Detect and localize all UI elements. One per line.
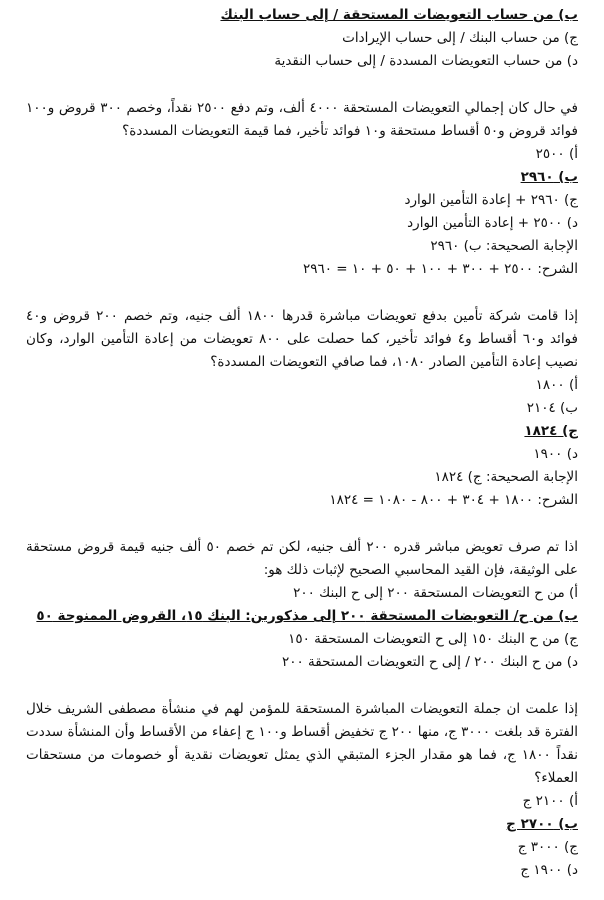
question-4-option-a: أ) ٢١٠٠ ج	[522, 793, 578, 809]
top-option-b: ب) من حساب التعويضات المستحقة / إلى حساب البنك	[220, 7, 578, 23]
question-1-explanation: الشرح: ٢٥٠٠ + ٣٠٠ + ١٠٠ + ٥٠ + ١٠ = ٢٩٦٠	[302, 261, 578, 277]
question-1-option-d: د) ٢٥٠٠ + إعادة التأمين الوارد	[407, 215, 578, 231]
question-3-text: اذا تم صرف تعويض مباشر قدره ٢٠٠ ألف جنيه، لكن تم خصم ٥٠ ألف جنيه قيمة قروض مستحقة على الوثيقة، فإن القيد المحاسبي الصحيح لإثبات ذلك هو:	[26, 539, 578, 578]
question-2-option-a: أ) ١٨٠٠	[535, 377, 578, 393]
question-2-option-b: ب) ٢١٠٤	[526, 400, 578, 416]
question-3-option-a: أ) من ح التعويضات المستحقة ٢٠٠ إلى ح البنك ٢٠٠	[293, 585, 578, 601]
question-1-option-b: ب) ٢٩٦٠	[520, 169, 578, 185]
question-4-option-c: ج) ٣٠٠٠ ج	[517, 839, 578, 855]
question-3-option-d: د) من ح البنك ٢٠٠ / إلى ح التعويضات المستحقة ٢٠٠	[282, 654, 578, 670]
question-1-option-a: أ) ٢٥٠٠	[535, 146, 578, 162]
question-2-explanation: الشرح: ١٨٠٠ + ٣٠٤ + ٨٠٠ - ١٠٨٠ = ١٨٢٤	[329, 492, 578, 508]
question-1-text: في حال كان إجمالي التعويضات المستحقة ٤٠٠٠ ألف، وتم دفع ٢٥٠٠ نقداً، وخصم ٣٠٠ قروض و١٠٠ فوائد قروض و٥٠ أقساط مستحقة و١٠ فوائد تأخير، فما قيمة التعويضات المسددة؟	[26, 100, 578, 139]
question-1-answer: الإجابة الصحيحة: ب) ٢٩٦٠	[430, 238, 578, 254]
question-2-answer: الإجابة الصحيحة: ج) ١٨٢٤	[434, 469, 578, 485]
question-1-option-c: ج) ٢٩٦٠ + إعادة التأمين الوارد	[404, 192, 578, 208]
question-3-option-b: ب) من ح/ التعويضات المستحقة ٢٠٠ إلى مذكورين: البنك ١٥، القروض الممنوحة ٥٠	[36, 608, 578, 624]
question-2-text: إذا قامت شركة تأمين بدفع تعويضات مباشرة قدرها ١٨٠٠ ألف جنيه، وتم خصم ٢٠٠ قروض و٤٠ فوائد و٦٠ أقساط و٤ فوائد تأخير، كما حصلت على ٨٠٠ تعويضات من إعادة التأمين الوارد، وكان نصيب إعادة التأمين الصادر ١٠٨٠، فما صافي التعويضات المسددة؟	[26, 308, 578, 370]
question-4-option-d: د) ١٩٠٠ ج	[520, 862, 578, 878]
question-2-option-d: د) ١٩٠٠	[533, 446, 578, 462]
top-option-d: د) من حساب التعويضات المسددة / إلى حساب النقدية	[274, 53, 578, 69]
question-2-option-c: ج) ١٨٢٤	[524, 423, 578, 439]
question-3-option-c: ج) من ح البنك ١٥٠ إلى ح التعويضات المستحقة ١٥٠	[288, 631, 578, 647]
question-4-text: إذا علمت ان جملة التعويضات المباشرة المستحقة للمؤمن لهم في منشأة مصطفى الشريف خلال الفترة قد بلغت ٣٠٠٠ ج، منها ٢٠٠ ج تخفيض أقساط و١٠٠ ج إعفاء من الأقساط وأن المنشأة سددت نقداً ١٨٠٠ ج، فما هو مقدار الجزء المتبقي الذي يمثل تعويضات نقدية أو خصومات من مستحقات العملاء؟	[26, 701, 578, 786]
question-4-option-b: ب) ٢٧٠٠ ج	[506, 816, 578, 832]
top-option-c: ج) من حساب البنك / إلى حساب الإيرادات	[342, 30, 578, 46]
